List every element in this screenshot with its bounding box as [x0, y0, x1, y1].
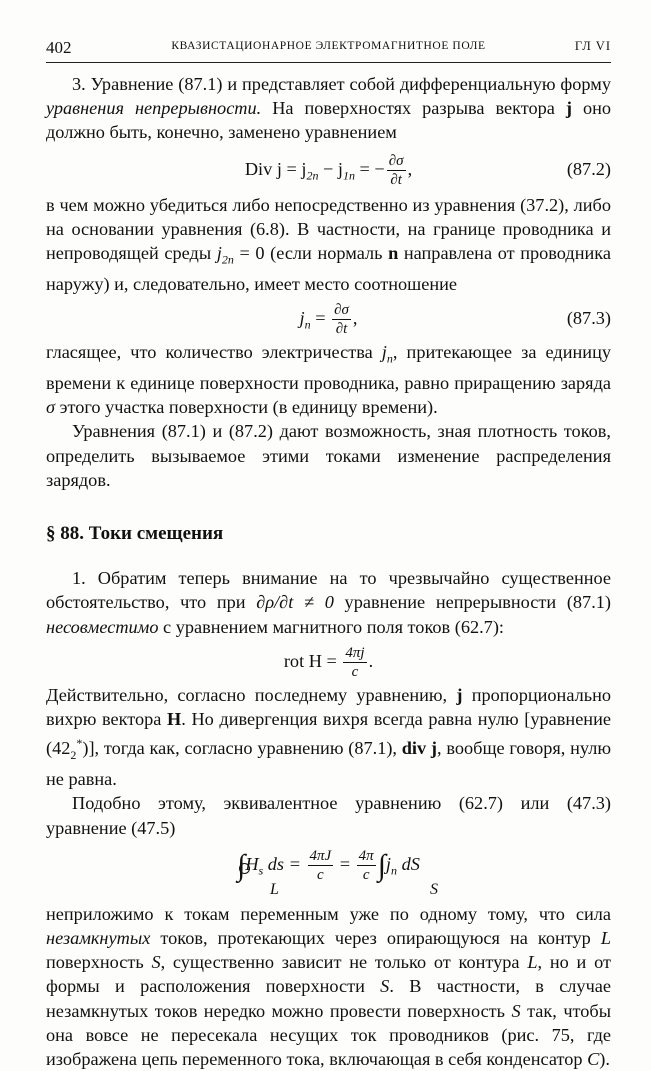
- paragraph-open-currents: неприложимо к токам переменным уже по одному тому, что сила незамкнутых токов, протекающих через опирающуюся на контур L поверхность S, существенно зависит не только от контура L, но и от формы и расположения поверхности S. В частности, в случае незамкнутых токов нередко можно провести поверхность S так, чтобы она вовсе не пересекала несущих ток проводников (рис. 75, где изображена цепь переменного тока, включающая в себя конденсатор C).: [46, 903, 612, 1069]
- equation-number: (87.3): [566, 308, 611, 329]
- paragraph-divergence: Действительно, согласно последнему уравнению, j пропорционально вихрю вектора H. Но дивергенция вихря всегда равна нулю [уравнение $(42_2^*)$], тогда как, согласно уравнению (87.1), div j, вообще говоря, нулю не равна.: [46, 684, 612, 790]
- surface-label: S: [430, 880, 438, 898]
- page-number: 402: [46, 38, 72, 57]
- emphasis-continuity: уравнения непрерывности.: [46, 98, 262, 119]
- equation-contour-integral: ∫ $H_s$ ds = $\frac{4\pi J}{c}$ = $\frac{4\pi}{c}$ $\int j_n$ dS L S: [46, 840, 611, 902]
- equation-number: (87.2): [566, 158, 611, 179]
- page-header: [46, 38, 611, 60]
- section-title: § 88. Токи смещения: [46, 522, 224, 544]
- header-rule: [46, 62, 611, 63]
- contour-label: L: [270, 880, 279, 898]
- paragraph-continuity: 3. Уравнение (87.1) и представляет собой дифференциальную форму уравнения непрерывности. На поверхностях разрыва вектора j оно должно быть, конечно, заменено уравнением: [46, 74, 612, 143]
- emphasis-open: незамкнутых: [46, 927, 151, 948]
- equation-rot-h: rot H = $\frac{4\pi j}{c}$ .: [283, 645, 374, 681]
- equation-87-3: $j_n$ = $\frac{\partial\sigma}{\partial t}$ , (87.3): [46, 296, 611, 340]
- paragraph-summary: Уравнения (87.1) и (87.2) дают возможность, зная плотность токов, определить вызываемое этими токами изменение распределения зарядов.: [46, 421, 611, 490]
- paragraph-equivalent: Подобно этому, эквивалентное уравнению (62.7) или (47.3) уравнение (47.5): [46, 793, 611, 838]
- emphasis-incompatible: несовместимо: [46, 616, 159, 637]
- paragraph-charge: гласящее, что количество электричества $j_n$, притекающее за единицу времени к единице поверхности проводника, равно приращению заряда σ этого участка поверхности (в единицу времени).: [46, 342, 611, 418]
- equation-87-2: Div $j = j_{2n} - j_{1n}$ = − $\frac{\partial\sigma}{\partial t}$ , (87.2): [46, 145, 611, 193]
- paragraph-displacement-intro: 1. Обратим теперь внимание на то чрезвычайно существенное обстоятельство, что при ∂ρ/∂t ≠ 0 уравнение непрерывности (87.1) несовместимо с уравнением магнитного поля токов (62.7):: [46, 568, 611, 637]
- contour-integral-icon: ∫: [237, 849, 245, 882]
- running-title: КВАЗИСТАЦИОНАРНОЕ ЭЛЕКТРОМАГНИТНОЕ ПОЛЕ: [171, 40, 486, 52]
- paragraph-boundary: в чем можно убедиться либо непосредственно из уравнения (37.2), либо на основании уравнения (6.8). В частности, на границе проводника и непроводящей среды $j_{2n} = 0$ (если нормаль n направлена от проводника наружу) и, следовательно, имеет место соотношение: [46, 194, 611, 294]
- page-body: [46, 72, 611, 1071]
- surface-integral-icon: ∫: [377, 848, 386, 882]
- chapter-label: ГЛ VI: [574, 39, 611, 53]
